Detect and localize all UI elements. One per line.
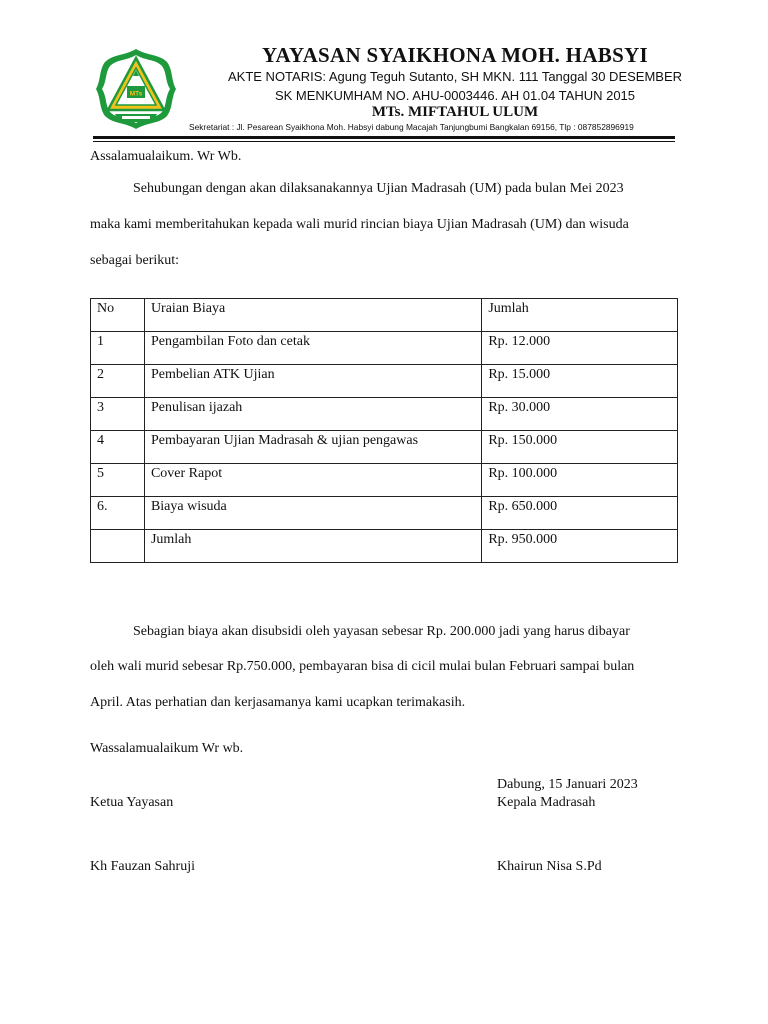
cost-table — [90, 298, 678, 563]
row-amount: Rp. 150.000 — [482, 431, 678, 464]
header-amount: Jumlah — [482, 299, 678, 332]
right-signatory-title: Kepala Madrasah — [497, 795, 596, 810]
total-amount: Rp. 950.000 — [482, 530, 678, 563]
row-no: 6. — [91, 497, 145, 530]
school-name: MTs. MIFTAHUL ULUM — [371, 104, 539, 120]
header-rule-thin — [93, 141, 675, 142]
row-amount: Rp. 650.000 — [482, 497, 678, 530]
place-date: Dabung, 15 Januari 2023 — [497, 777, 638, 792]
total-label: Jumlah — [144, 530, 481, 563]
row-amount: Rp. 12.000 — [482, 332, 678, 365]
total-no — [91, 530, 145, 563]
row-no: 4 — [91, 431, 145, 464]
row-description: Pembayaran Ujian Madrasah & ujian pengawas — [144, 431, 481, 464]
logo-ribbon — [115, 114, 157, 122]
row-no: 2 — [91, 365, 145, 398]
row-description: Pembelian ATK Ujian — [144, 365, 481, 398]
table-row — [91, 365, 678, 398]
left-signatory-name: Kh Fauzan Sahruji — [90, 859, 195, 874]
intro-line-1: Sehubungan dengan akan dilaksanakannya Ujian Madrasah (UM) pada bulan Mei 2023 — [133, 181, 624, 196]
row-description: Penulisan ijazah — [144, 398, 481, 431]
foundation-logo — [93, 46, 179, 132]
row-description: Pengambilan Foto dan cetak — [144, 332, 481, 365]
subsidy-line-3: April. Atas perhatian dan kerjasamanya kami ucapkan terimakasih. — [90, 695, 466, 710]
secretariat-address: Sekretariat : Jl. Pesarean Syaikhona Moh. Habsyi dabung Macajah Tanjungbumi Bangkalan 69156, Tlp : 087852896919 — [189, 122, 634, 132]
table-row — [91, 398, 678, 431]
row-no: 5 — [91, 464, 145, 497]
subsidy-line-1: Sebagian biaya akan disubsidi oleh yayasan sebesar Rp. 200.000 jadi yang harus dibayar — [133, 624, 630, 639]
table-total-row — [91, 530, 678, 563]
left-signatory-title: Ketua Yayasan — [90, 795, 174, 810]
row-description: Cover Rapot — [144, 464, 481, 497]
table-row — [91, 497, 678, 530]
table-row — [91, 431, 678, 464]
notary-deed: AKTE NOTARIS: Agung Teguh Sutanto, SH MKN. 111 Tanggal 30 DESEMBER — [227, 69, 683, 84]
org-name: YAYASAN SYAIKHONA MOH. HABSYI — [261, 43, 649, 67]
row-amount: Rp. 30.000 — [482, 398, 678, 431]
row-amount: Rp. 15.000 — [482, 365, 678, 398]
header-no: No — [91, 299, 145, 332]
greeting: Assalamualaikum. Wr Wb. — [90, 149, 242, 164]
row-amount: Rp. 100.000 — [482, 464, 678, 497]
table-header-row — [91, 299, 678, 332]
table-row — [91, 332, 678, 365]
logo-text: MTs — [129, 90, 143, 98]
row-description: Biaya wisuda — [144, 497, 481, 530]
right-signatory-name: Khairun Nisa S.Pd — [497, 859, 602, 874]
row-no: 3 — [91, 398, 145, 431]
subsidy-line-2: oleh wali murid sebesar Rp.750.000, pembayaran bisa di cicil mulai bulan Februari sampai bulan — [90, 659, 635, 674]
header-rule-thick — [93, 136, 675, 139]
header-description: Uraian Biaya — [144, 299, 481, 332]
row-no: 1 — [91, 332, 145, 365]
intro-line-2: maka kami memberitahukan kepada wali murid rincian biaya Ujian Madrasah (UM) dan wisuda — [90, 217, 629, 232]
intro-line-3: sebagai berikut: — [90, 253, 180, 268]
table-row — [91, 464, 678, 497]
sk-number: SK MENKUMHAM NO. AHU-0003446. AH 01.04 TAHUN 2015 — [274, 88, 636, 103]
closing-salutation: Wassalamualaikum Wr wb. — [90, 741, 244, 756]
